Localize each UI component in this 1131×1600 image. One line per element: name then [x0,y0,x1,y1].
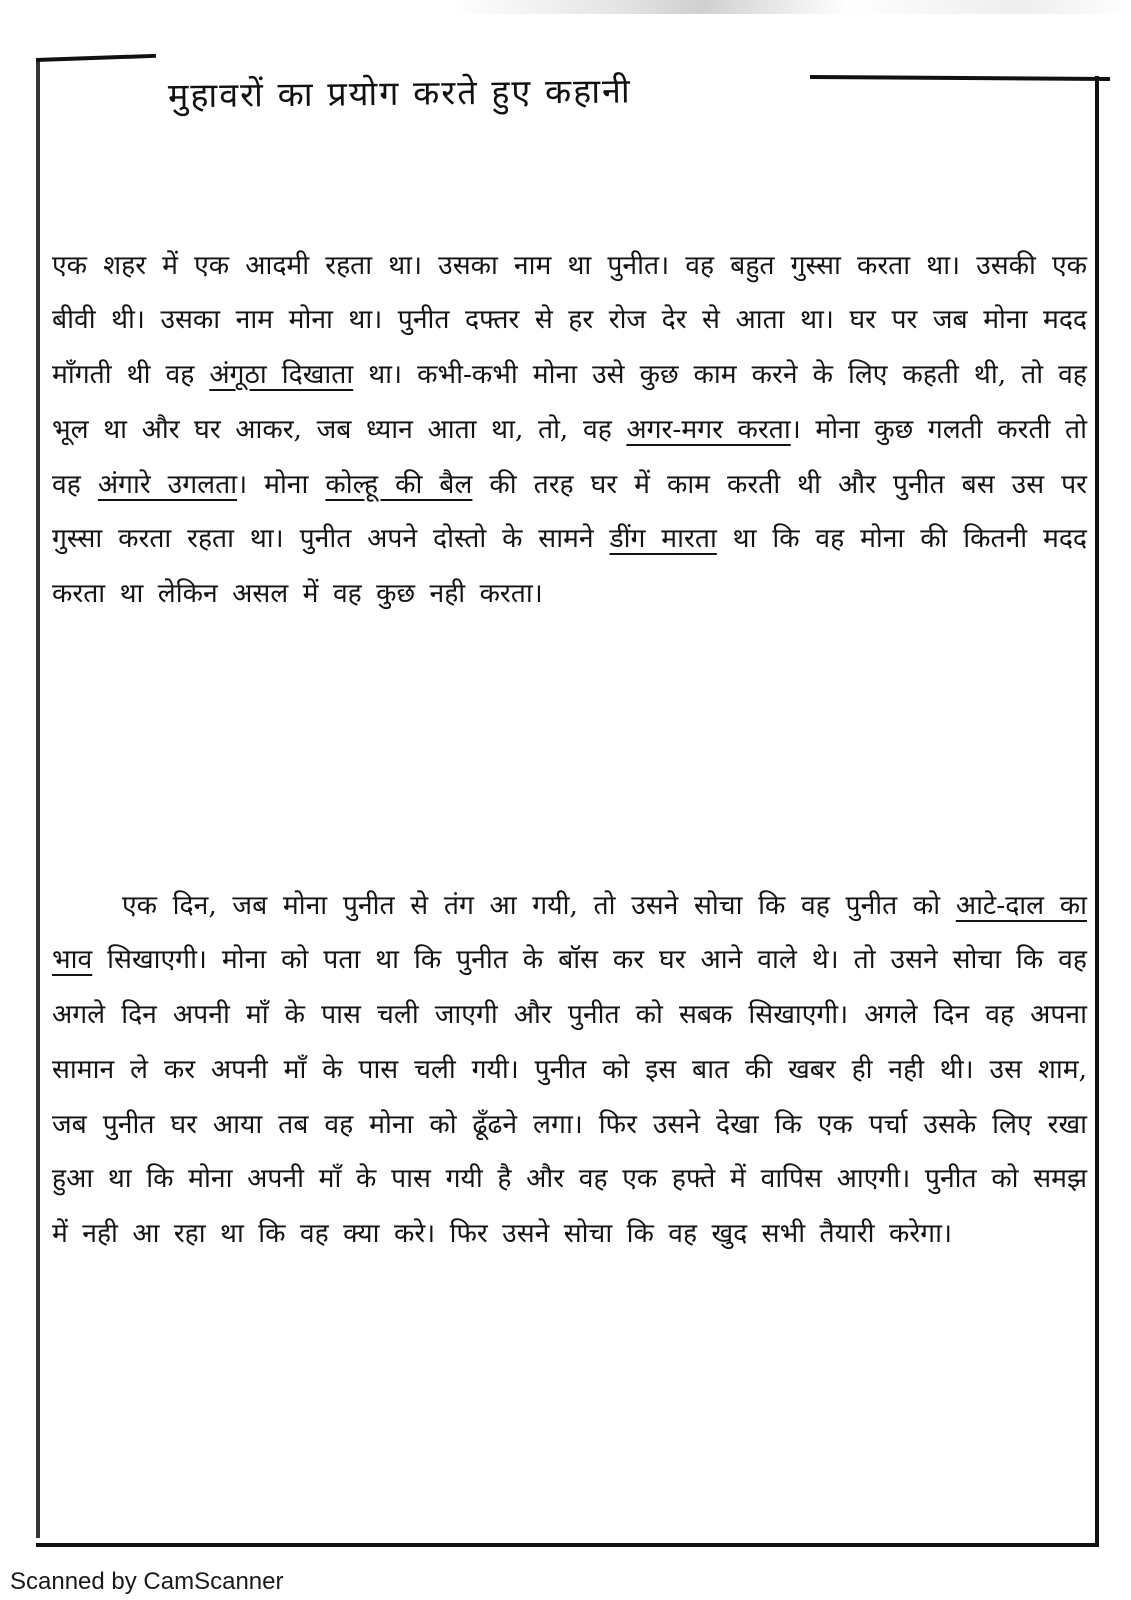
scanner-watermark: Scanned by CamScanner [10,1568,284,1595]
story-text: सिखाएगी। मोना को पता था कि पुनीत के बॉस कर घर आने वाले थे। तो उसने सोचा कि वह अगले दिन अपनी माँ के पास चली जाएगी और पुनीत को सबक सिखाएगी। अगले दिन वह अपना सामान ले कर अपनी माँ के पास चली गयी। पुनीत को इस बात की खबर ही नही थी। उस शाम, जब पुनीत घर आया तब वह मोना को ढूँढने लगा। फिर उसने देखा कि एक पर्चा उसके लिए रखा हुआ था कि मोना अपनी माँ के पास गयी है और वह एक हफ्ते में वापिस आएगी। पुनीत को समझ में नही आ रहा था कि वह क्या करे। फिर उसने सोचा कि वह खुद सभी तैयारी करेगा। [52,944,1087,1250]
idiom-phrase: डींग मारता [609,523,717,555]
scan-edge-shadow [0,0,1131,14]
frame-line-bottom [36,1543,1099,1547]
story-text: की तरह घर में काम करती थी और पुनीत बस उस पर गुस्सा करता रहता था। पुनीत अपने दोस्तो के सामने [52,468,1087,555]
story-paragraph-2 [52,879,1087,1263]
story-text: था कि वह मोना की कितनी मदद करता था लेकिन असल में वह कुछ नही करता। [52,523,1088,610]
page-title: मुहावरों का प्रयोग करते हुए कहानी [167,71,632,117]
idiom-phrase: कोल्हू की बैल [325,468,473,500]
frame-line-top-left [36,54,156,62]
story-text: एक दिन, जब मोना पुनीत से तंग आ गयी, तो उसने सोचा कि वह पुनीत को [122,889,956,921]
idiom-phrase: आटे-दाल का भाव [52,889,1087,976]
idiom-phrase: अंगारे उगलता [97,468,238,500]
idiom-phrase: अगर-मगर करता [626,413,791,445]
frame-line-right [1095,76,1099,1546]
story-paragraph-1 [52,239,1087,623]
frame-line-top-right [810,75,1110,81]
story-text: । मोना [237,468,326,500]
frame-line-left [36,58,40,1538]
story-text: था। कभी-कभी मोना उसे कुछ काम करने के लिए कहती थी, तो वह भूल था और घर आकर, जब ध्यान आता था, तो, वह [52,359,1087,445]
story-text: । मोना कुछ गलती करती तो वह [52,413,1088,500]
story-text: एक शहर में एक आदमी रहता था। उसका नाम था पुनीत। वह बहुत गुस्सा करता था। उसकी एक बीवी थी। उसका नाम मोना था। पुनीत दफ्तर से हर रोज देर से आता था। घर पर जब मोना मदद माँगती थी वह [52,249,1087,391]
idiom-phrase: अंगूठा दिखाता [209,359,354,391]
